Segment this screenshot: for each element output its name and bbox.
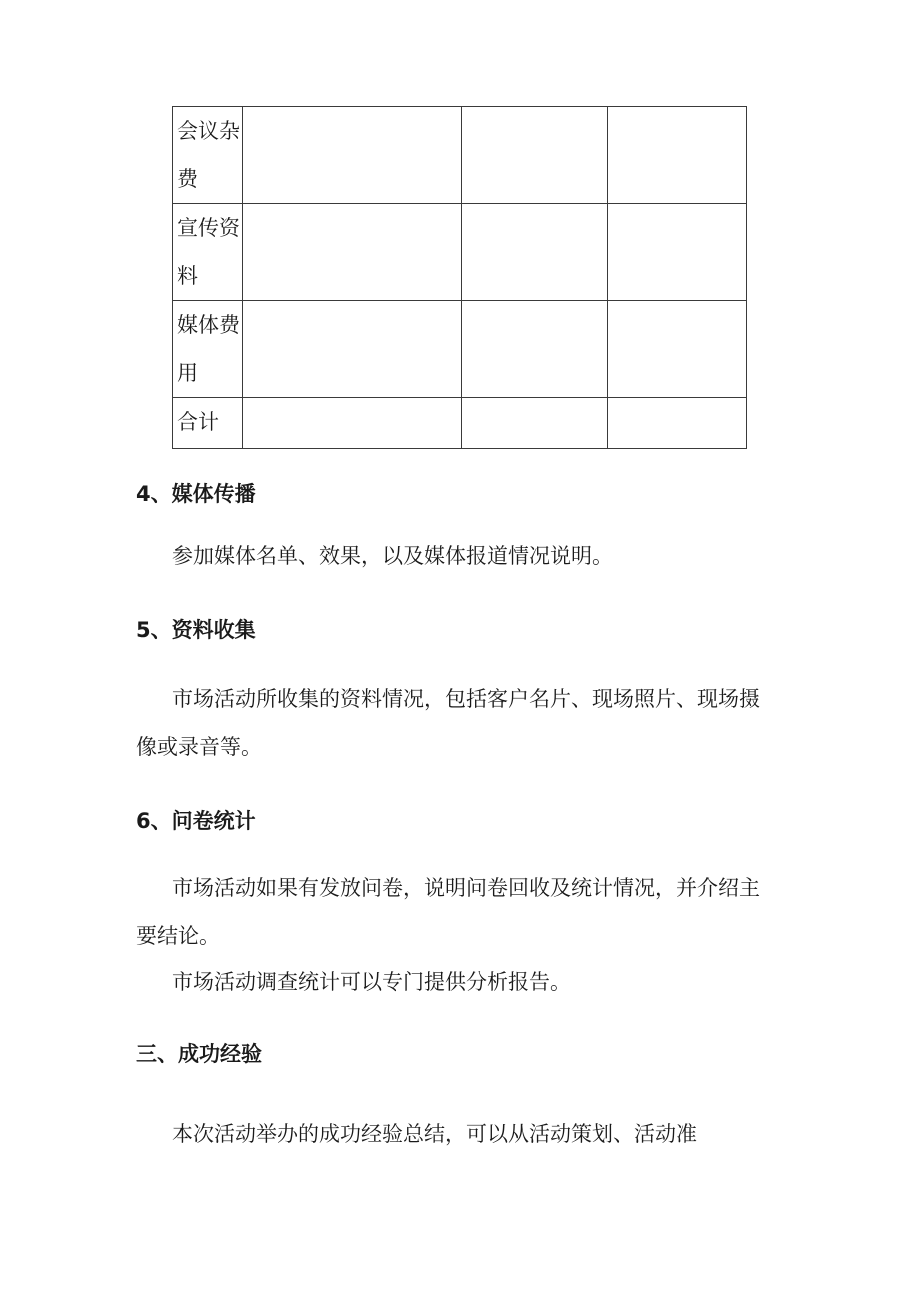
paragraph-media: 参加媒体名单、效果，以及媒体报道情况说明。 [172, 544, 613, 568]
section-heading-materials: 5、资料收集 [136, 618, 256, 642]
table-cell [461, 204, 607, 301]
paragraph-experience: 本次活动举办的成功经验总结，可以从活动策划、活动准 [172, 1122, 697, 1146]
section-heading-survey: 6、问卷统计 [136, 809, 256, 833]
table-cell [461, 398, 607, 449]
table-cell [461, 301, 607, 398]
table-cell [242, 398, 461, 449]
table-cell-item: 会议杂费 [173, 107, 243, 204]
table-cell [242, 107, 461, 204]
table-cell [607, 204, 746, 301]
paragraph-survey: 市场活动如果有发放问卷，说明问卷回收及统计情况，并介绍主要结论。 [136, 876, 760, 948]
paragraph-survey-report: 市场活动调查统计可以专门提供分析报告。 [172, 970, 571, 994]
table-row [173, 398, 747, 449]
table-cell-item: 宣传资料 [173, 204, 243, 301]
table-row [173, 107, 747, 204]
table-cell [607, 398, 746, 449]
table-row [173, 301, 747, 398]
table-cell-item: 合计 [173, 398, 243, 449]
table-cell [242, 301, 461, 398]
budget-table [172, 106, 747, 449]
paragraph-materials: 市场活动所收集的资料情况，包括客户名片、现场照片、现场摄像或录音等。 [136, 687, 760, 759]
table-cell [461, 107, 607, 204]
table-cell [607, 107, 746, 204]
table-cell [242, 204, 461, 301]
section-heading-experience: 三、成功经验 [136, 1042, 262, 1066]
table-cell-item: 媒体费用 [173, 301, 243, 398]
table-cell [607, 301, 746, 398]
section-heading-media: 4、媒体传播 [136, 482, 256, 506]
table-row [173, 204, 747, 301]
